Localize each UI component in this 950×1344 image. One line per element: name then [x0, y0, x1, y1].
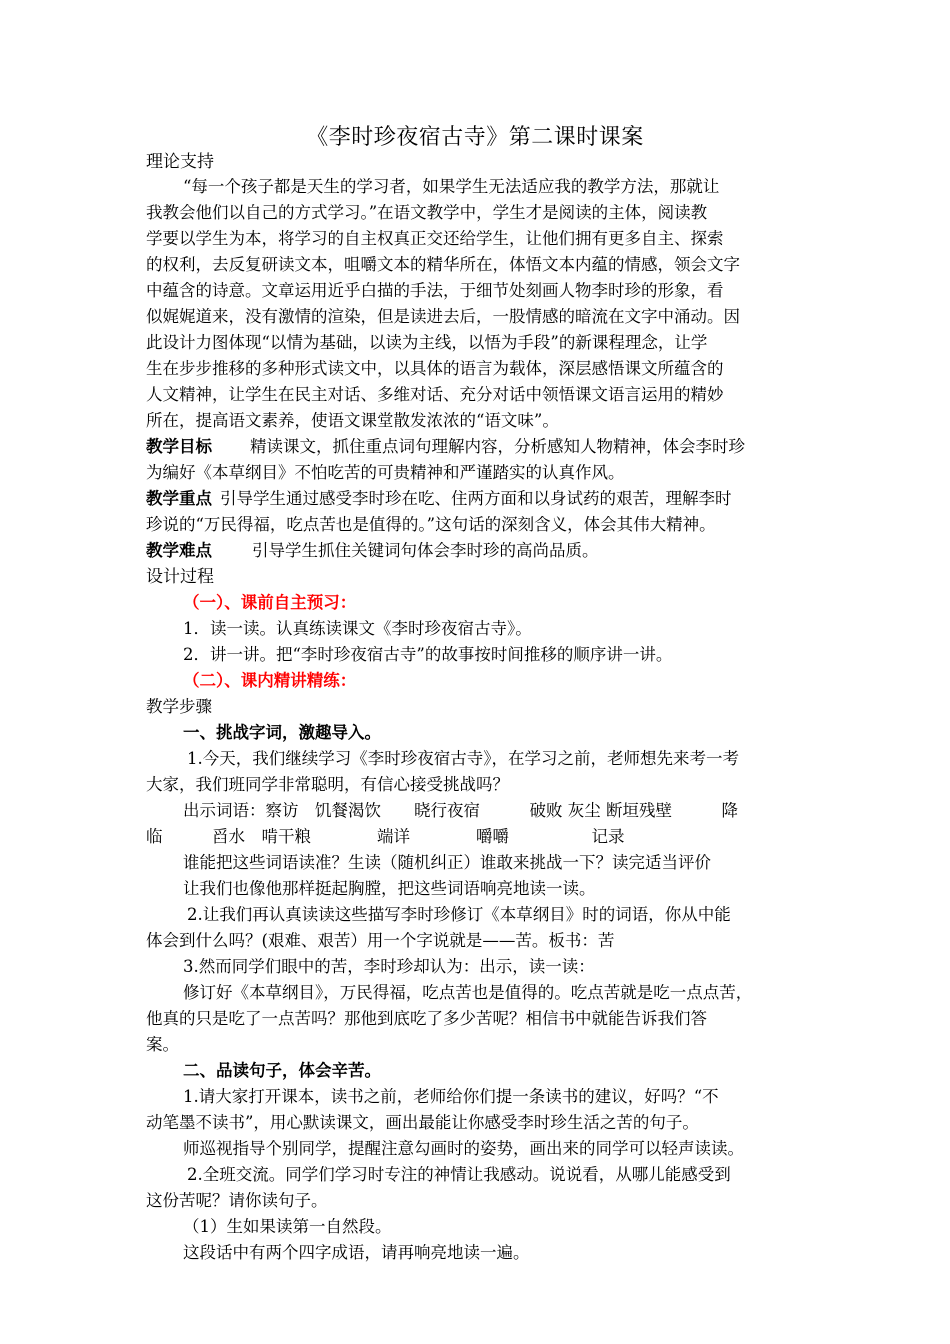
- key-label: 教学重点: [146, 489, 212, 508]
- part2-paragraph: 1.请大家打开课本，读书之前，老师给你们提一条读书的建议，好吗？“不: [183, 1087, 719, 1106]
- key-line: 珍说的“万民得福，吃点苦也是值得的。”这句话的深刻含义，体会其伟大精神。: [146, 515, 716, 534]
- theory-line: “每一个孩子都是天生的学习者，如果学生无法适应我的教学方法，那就让: [183, 177, 720, 196]
- theory-line: 所在，提高语文素养，使语文课堂散发浓浓的“语文味”。: [146, 411, 559, 430]
- part1-paragraph: 让我们也像他那样挺起胸膛，把这些词语响亮地读一读。: [183, 879, 596, 898]
- section1-item: 1．读一读。认真练读课文《李时珍夜宿古寺》。: [183, 619, 532, 638]
- goal-line: 精读课文，抓住重点词句理解内容，分析感知人物精神，体会李时珍: [250, 437, 745, 456]
- theory-line: 生在步步推移的多种形式读文中，以具体的语言为载体，深层感悟课文所蕴含的: [146, 359, 724, 378]
- word-list-line: 出示词语：察访 饥餐渴饮 晓行夜宿 破败 灰尘 断垣残壁 降: [183, 801, 738, 820]
- part2-paragraph: 师巡视指导个别同学，提醒注意勾画时的姿势，画出来的同学可以轻声读读。: [183, 1139, 744, 1158]
- theory-line: 中蕴含的诗意。文章运用近乎白描的手法，于细节处刻画人物李时珍的形象，看: [146, 281, 724, 300]
- part1-title: 一、挑战字词，激趣导入。: [183, 723, 381, 742]
- part2-paragraph: 2.全班交流。同学们学习时专注的神情让我感动。说说看，从哪儿能感受到: [187, 1165, 731, 1184]
- difficulty-label: 教学难点: [146, 541, 212, 560]
- part1-paragraph: 谁能把这些词语读准？生读（随机纠正）谁敢来挑战一下？读完适当评价: [183, 853, 711, 872]
- goal-line: 为编好《本草纲目》不怕吃苦的可贵精神和严谨踏实的认真作风。: [146, 463, 625, 482]
- theory-line: 的权利，去反复研读文本，咀嚼文本的精华所在，体悟文本内蕴的情感，领会文字: [146, 255, 740, 274]
- steps-label: 教学步骤: [146, 697, 212, 716]
- word-list-line: 临 舀水 啃干粮 端详 嚼嚼 记录: [146, 827, 625, 846]
- part2-paragraph: 这段话中有两个四字成语，请再响亮地读一遍。: [183, 1243, 530, 1262]
- part1-paragraph: 体会到什么吗？(艰难、艰苦）用一个字说就是——苦。板书：苦: [146, 931, 615, 950]
- part1-paragraph: 3.然而同学们眼中的苦，李时珍却认为：出示，读一读：: [183, 957, 595, 976]
- difficulty-text: 引导学生抓住关键词句体会李时珍的高尚品质。: [252, 541, 599, 560]
- part1-paragraph: 案。: [146, 1035, 179, 1054]
- part1-paragraph: 1.今天，我们继续学习《李时珍夜宿古寺》，在学习之前，老师想先来考一考: [187, 749, 739, 768]
- theory-line: 人文精神，让学生在民主对话、多维对话、充分对话中领悟课文语言运用的精妙: [146, 385, 724, 404]
- part2-title: 二、品读句子，体会辛苦。: [183, 1061, 381, 1080]
- section1-title: （一）、课前自主预习：: [183, 593, 357, 612]
- part2-paragraph: （1）生如果读第一自然段。: [183, 1217, 392, 1236]
- part1-paragraph: 修订好《本草纲目》，万民得福，吃点苦也是值得的。吃点苦就是吃一点点苦，: [183, 983, 753, 1002]
- part2-paragraph: 动笔墨不读书”，用心默读课文，画出最能让你感受李时珍生活之苦的句子。: [146, 1113, 699, 1132]
- key-line: 引导学生通过感受李时珍在吃、住两方面和以身试药的艰苦，理解李时: [220, 489, 732, 508]
- theory-line: 学要以学生为本，将学习的自主权真正交还给学生，让他们拥有更多自主、探索: [146, 229, 724, 248]
- part2-paragraph: 这份苦呢？请你读句子。: [146, 1191, 328, 1210]
- part1-paragraph: 2.让我们再认真读读这些描写李时珍修订《本草纲目》时的词语，你从中能: [187, 905, 731, 924]
- theory-line: 似娓娓道来，没有激情的渲染，但是读进去后，一股情感的暗流在文字中涌动。因: [146, 307, 740, 326]
- design-heading: 设计过程: [146, 567, 214, 587]
- part1-paragraph: 他真的只是吃了一点苦吗？那他到底吃了多少苦呢？相信书中就能告诉我们答: [146, 1009, 707, 1028]
- theory-line: 此设计力图体现“以情为基础，以读为主线，以悟为手段”的新课程理念，让学: [146, 333, 708, 352]
- part1-paragraph: 大家，我们班同学非常聪明，有信心接受挑战吗？: [146, 775, 509, 794]
- page-title: 《李时珍夜宿古寺》第二课时课案: [306, 125, 644, 150]
- section2-title: （二）、课内精讲精练：: [183, 671, 357, 690]
- section1-item: 2．讲一讲。把“李时珍夜宿古寺”的故事按时间推移的顺序讲一讲。: [183, 645, 673, 664]
- goal-label: 教学目标: [146, 437, 212, 456]
- theory-line: 我教会他们以自己的方式学习。”在语文教学中，学生才是阅读的主体，阅读教: [146, 203, 708, 222]
- theory-heading: 理论支持: [146, 152, 214, 172]
